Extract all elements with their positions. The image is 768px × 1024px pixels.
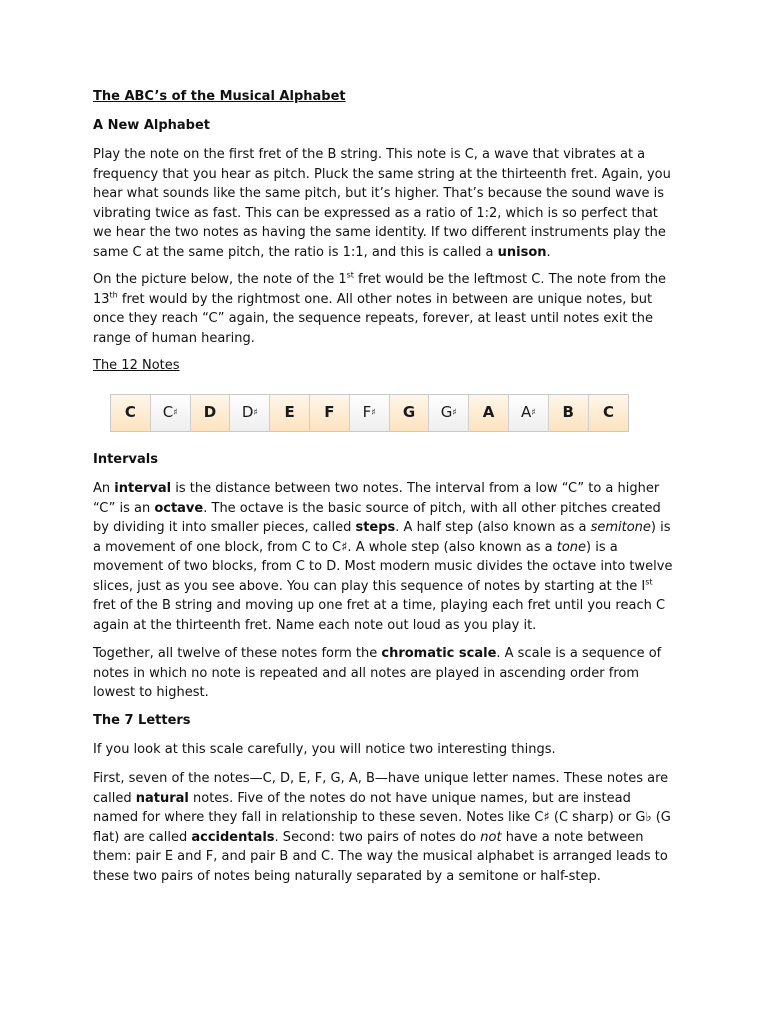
note-cell-d-sharp: D ♯	[230, 395, 270, 431]
note-cell-c	[589, 395, 629, 431]
chromatic-notes-strip	[110, 394, 629, 432]
note-cell-c-sharp: C ♯	[151, 395, 191, 431]
note-cell-d	[191, 395, 231, 431]
paragraph-intervals-2	[93, 644, 675, 703]
note-letter: D	[241, 403, 254, 422]
note-letter: D	[203, 403, 217, 422]
bold-term-chromatic-scale: chromatic scale	[381, 646, 497, 661]
paragraph-text: First, seven of the notes—C, D, E, F, G, A, B—have unique letter names. These notes are called	[93, 771, 669, 806]
note-letter: B	[562, 403, 574, 422]
paragraph-new-alphabet-2	[93, 270, 675, 348]
paragraph-text: Play the note on the first fret of the B string. This note is C, a wave that vibrates at a frequency that you hear as pitch. Pluck the same string at the thirteenth fret. Again, you hear what sounds like the same pitch, but it’s higher. That’s because the sound wave is vibrating twice as fast. This can be expressed as a ratio of 1:2, which is so perfect that we hear the two notes as having the same identity. If two different instruments play the same C at the same pitch, the ratio is 1:1, and this is called a	[93, 147, 671, 260]
paragraph-text: fret would by the rightmost one. All other notes in between are unique notes, but once they reach “C” again, the sequence repeats, forever, at least until notes exit the range of human hearing.	[93, 291, 654, 346]
paragraph-text: notes. Five of the notes do not have unique names, but are instead named for where they fall in relationship to these seven. Notes like C♯ (C sharp) or G♭ (G flat) are called	[93, 790, 671, 845]
paragraph-text: . A half step (also known as a	[395, 520, 591, 535]
paragraph-intervals-1	[93, 479, 675, 635]
note-letter: G	[440, 403, 453, 422]
note-cell-a-sharp: A ♯	[509, 395, 549, 431]
note-cell-a	[469, 395, 509, 431]
note-letter: C	[602, 403, 614, 422]
ordinal-superscript: th	[109, 290, 118, 300]
paragraph-text: have a note between them: pair E and F, and pair B and C. The way the musical alphabet is arranged leads to these two pairs of notes being naturally separated by a semitone or half-step.	[93, 829, 668, 884]
paragraph-seven-letters-2	[93, 769, 675, 886]
paragraph-text: fret of the B string and moving up one fret at a time, playing each fret until you reach C again at the thirteenth fret. Name each note out loud as you play it.	[93, 598, 666, 633]
paragraph-text: . Second: two pairs of notes do	[274, 829, 481, 845]
ordinal-superscript: st	[645, 577, 653, 587]
note-letter: G	[402, 403, 416, 422]
note-letter: A	[482, 403, 495, 422]
note-cell-b	[549, 395, 589, 431]
bold-term-natural: natural	[135, 790, 189, 806]
note-cell-g	[390, 395, 430, 431]
italic-term-semitone: semitone	[590, 520, 651, 535]
note-letter: A	[521, 403, 532, 422]
paragraph-text: is the distance between two notes. The interval from a low “C” to a higher “C” is an	[93, 481, 660, 516]
document-title: The ABC’s of the Musical Alphabet	[93, 89, 346, 104]
paragraph-text: On the picture below, the note of the 1	[93, 272, 347, 287]
ordinal-superscript: st	[346, 270, 354, 280]
note-cell-g-sharp: G ♯	[429, 395, 469, 431]
bold-term-steps: steps	[355, 520, 396, 535]
heading-new-alphabet: A New Alphabet	[93, 118, 211, 133]
italic-term-tone: tone	[556, 539, 587, 555]
paragraph-text: .	[546, 244, 551, 260]
heading-intervals: Intervals	[93, 452, 158, 467]
paragraph-seven-letters-1: If you look at this scale carefully, you will notice two interesting things.	[93, 742, 556, 757]
bold-term-octave: octave	[154, 500, 204, 516]
bold-term-interval: interval	[114, 481, 172, 496]
heading-twelve-notes: The 12 Notes	[93, 358, 180, 373]
paragraph-new-alphabet-1	[93, 145, 675, 262]
note-cell-c	[111, 395, 151, 431]
note-letter: F	[324, 403, 335, 422]
italic-term-not: not	[480, 829, 502, 845]
paragraph-text: An	[93, 481, 115, 496]
note-letter: E	[284, 403, 295, 422]
paragraph-text: ) is a movement of two blocks, from C to D. Most modern music divides the octave into twelve slices, just as you see above. You can play this sequence of notes by starting at the I	[93, 539, 673, 594]
note-cell-e	[270, 395, 310, 431]
paragraph-text: . The octave is the basic source of pitch, with all other pitches created by dividing it into smaller pieces, called	[93, 500, 661, 535]
note-cell-f	[310, 395, 350, 431]
note-letter: F	[362, 403, 372, 422]
paragraph-text: ) is a movement of one block, from C to C♯. A whole step (also known as a	[93, 520, 671, 555]
paragraph-text: fret would be the leftmost C. The note from the 13	[93, 272, 667, 307]
note-letter: C	[124, 403, 136, 422]
paragraph-text: . A scale is a sequence of notes in which no note is repeated and all notes are played in ascending order from lowest to highest.	[93, 646, 662, 700]
note-cell-f-sharp: F ♯	[350, 395, 390, 431]
bold-term-accidentals: accidentals	[191, 829, 275, 845]
note-letter: C	[162, 403, 174, 422]
paragraph-text: Together, all twelve of these notes form the	[93, 646, 382, 661]
heading-seven-letters: The 7 Letters	[93, 713, 191, 728]
bold-term-unison: unison	[497, 244, 547, 260]
